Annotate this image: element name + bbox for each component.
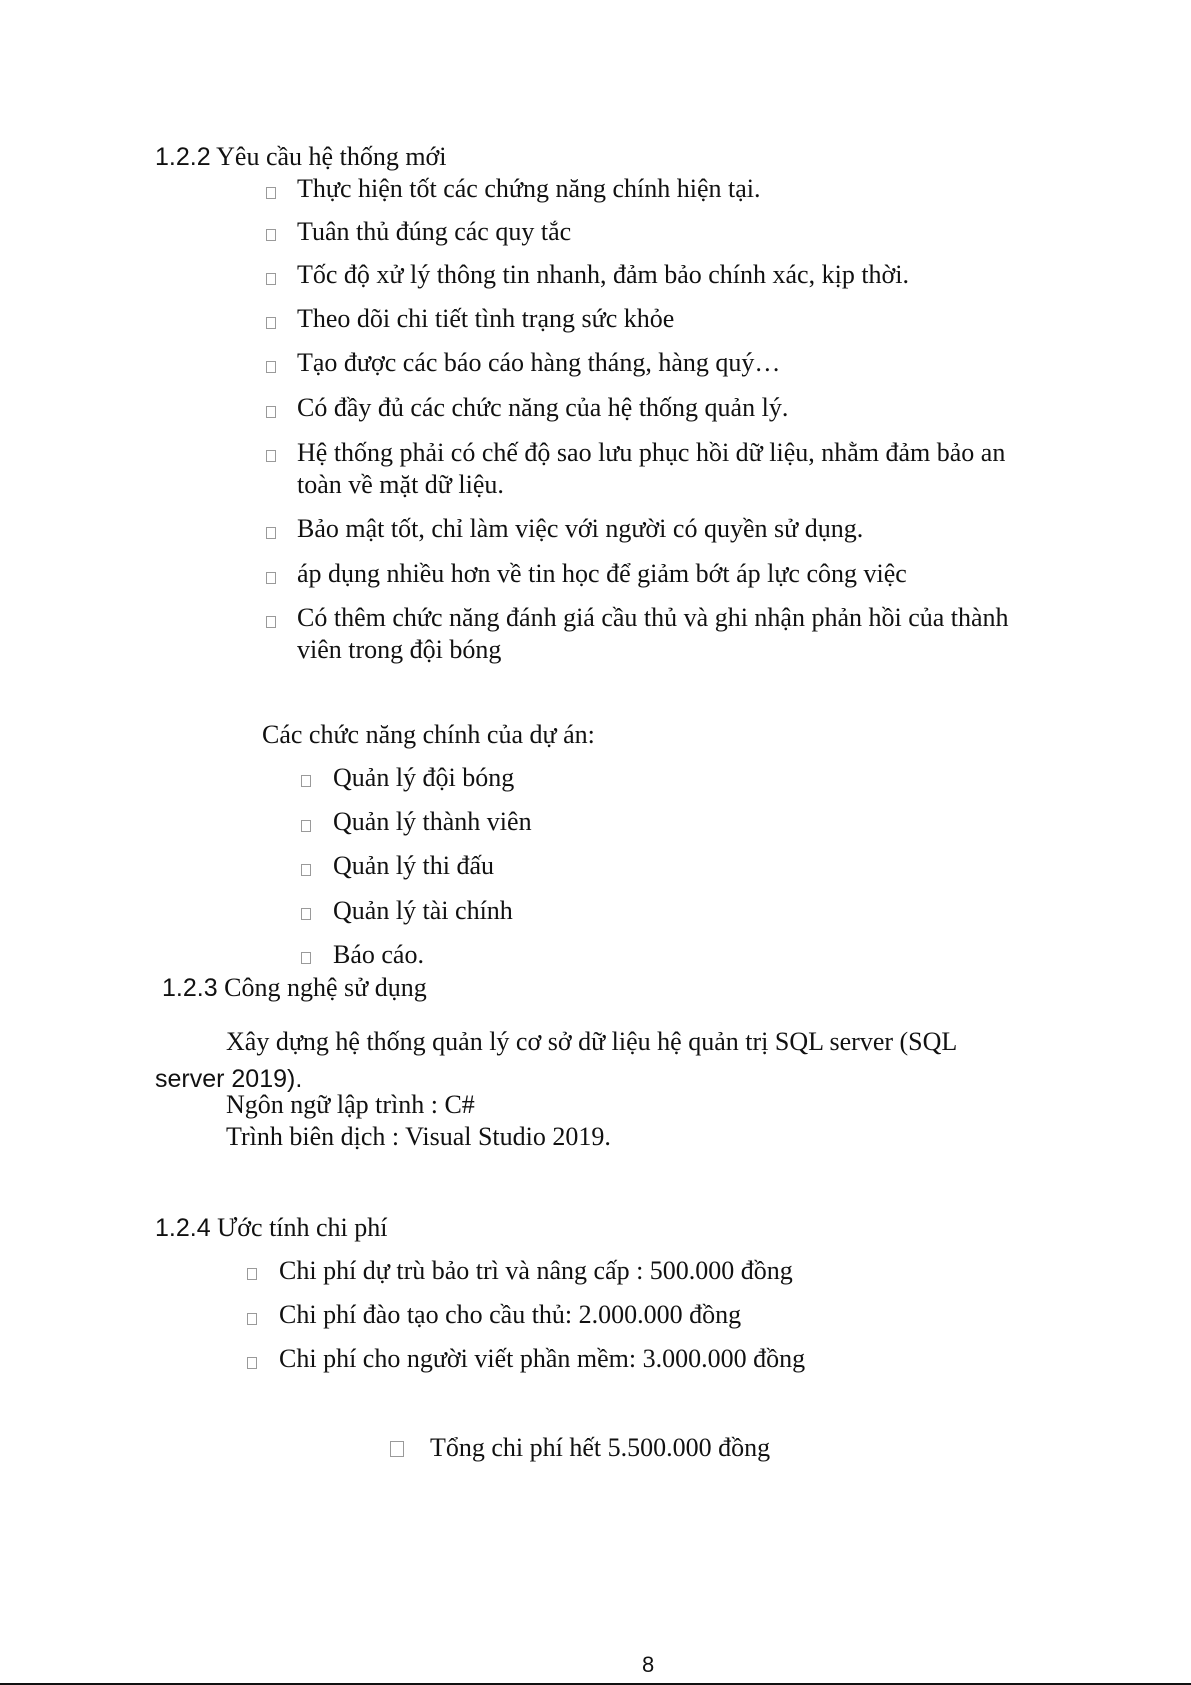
bullet-icon — [266, 273, 276, 285]
bullet-icon — [301, 820, 311, 832]
programming-language: Ngôn ngữ lập trình : C# — [226, 1090, 475, 1119]
section-number: 1.2.3 — [162, 974, 218, 1002]
cost-item: Chi phí dự trù bảo trì và nâng cấp : 500.000 đồng — [279, 1256, 793, 1285]
function-item: Báo cáo. — [333, 940, 424, 969]
bullet-icon — [266, 616, 276, 628]
cost-item: Chi phí cho người viết phần mềm: 3.000.000 đồng — [279, 1344, 806, 1373]
section-number: 1.2.2 — [155, 143, 211, 171]
section-title: Công nghệ sử dụng — [224, 973, 427, 1002]
function-item: Quản lý thi đấu — [333, 851, 495, 880]
bullet-icon — [301, 775, 311, 787]
function-item: Quản lý đội bóng — [333, 763, 515, 792]
function-item: Quản lý thành viên — [333, 807, 532, 836]
bullet-icon — [266, 187, 276, 199]
list-item: Tốc độ xử lý thông tin nhanh, đảm bảo chính xác, kịp thời. — [297, 260, 910, 289]
bullet-icon — [247, 1357, 257, 1369]
bullet-icon — [266, 572, 276, 584]
bullet-icon — [266, 361, 276, 373]
cost-item: Chi phí đào tạo cho cầu thủ: 2.000.000 đồng — [279, 1300, 742, 1329]
list-item: Theo dõi chi tiết tình trạng sức khỏe — [297, 304, 675, 333]
functions-title: Các chức năng chính của dự án: — [262, 720, 595, 749]
section-heading-1-2-2 — [155, 141, 447, 173]
bullet-icon — [247, 1313, 257, 1325]
bullet-icon — [301, 864, 311, 876]
section-heading-1-2-4 — [155, 1212, 388, 1244]
list-item: Có đầy đủ các chức năng của hệ thống quản lý. — [297, 393, 789, 422]
section-title: Yêu cầu hệ thống mới — [216, 142, 447, 171]
bullet-icon — [390, 1441, 404, 1457]
bullet-icon — [301, 908, 311, 920]
bullet-icon — [266, 317, 276, 329]
bullet-icon — [266, 527, 276, 539]
list-item: Hệ thống phải có chế độ sao lưu phục hồi dữ liệu, nhằm đảm bảo an — [297, 438, 1006, 467]
list-item-continuation: viên trong đội bóng — [297, 635, 502, 664]
bullet-icon — [266, 406, 276, 418]
function-item: Quản lý tài chính — [333, 896, 513, 925]
bullet-icon — [266, 450, 276, 462]
list-item-continuation: toàn về mặt dữ liệu. — [297, 470, 504, 499]
list-item: Có thêm chức năng đánh giá cầu thủ và ghi nhận phản hồi của thành — [297, 603, 1009, 632]
list-item: Tạo được các báo cáo hàng tháng, hàng quý… — [297, 348, 781, 377]
bullet-icon — [247, 1268, 257, 1280]
section-number: 1.2.4 — [155, 1214, 211, 1242]
technology-paragraph-line1: Xây dựng hệ thống quản lý cơ sở dữ liệu hệ quản trị SQL server (SQL — [226, 1027, 958, 1056]
technology-paragraph-line2: server 2019). — [155, 1065, 303, 1093]
page-number: 8 — [642, 1652, 655, 1677]
bullet-icon — [266, 229, 276, 241]
list-item: Thực hiện tốt các chứng năng chính hiện tại. — [297, 174, 761, 203]
section-title: Ước tính chi phí — [217, 1213, 388, 1242]
bullet-icon — [301, 952, 311, 964]
section-heading-1-2-3 — [162, 972, 427, 1004]
list-item: áp dụng nhiều hơn về tin học để giảm bớt áp lực công việc — [297, 559, 907, 588]
list-item: Tuân thủ đúng các quy tắc — [297, 217, 572, 246]
list-item: Bảo mật tốt, chỉ làm việc với người có quyền sử dụng. — [297, 514, 864, 543]
compiler: Trình biên dịch : Visual Studio 2019. — [226, 1122, 611, 1151]
total-cost: Tổng chi phí hết 5.500.000 đồng — [430, 1433, 771, 1462]
